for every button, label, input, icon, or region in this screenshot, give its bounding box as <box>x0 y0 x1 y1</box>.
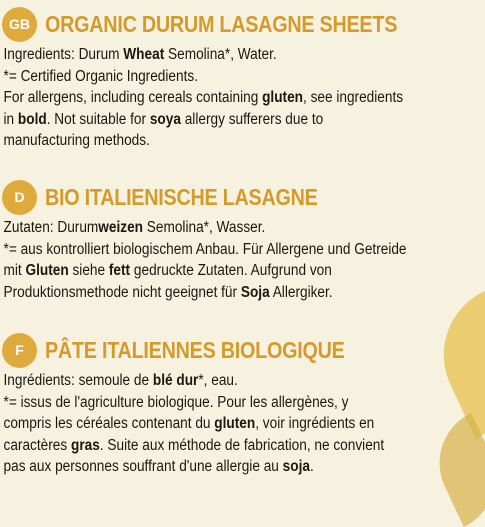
text-segment: Ingredients: Durum <box>3 46 124 63</box>
text-segment: manufacturing methods. <box>3 132 150 149</box>
bold-allergen: gras <box>70 436 100 454</box>
section-english <box>0 4 485 152</box>
bold-allergen: soja <box>282 458 310 475</box>
text-line <box>4 87 479 109</box>
bold-allergen: soya <box>149 110 181 128</box>
bold-allergen: blé dur <box>152 372 199 389</box>
text-line <box>4 239 479 261</box>
section-header <box>0 330 485 370</box>
language-badge: D <box>2 180 37 215</box>
text-segment: *= aus kontrolliert biologischem Anbau. Für Allergene und Getreide <box>3 240 407 258</box>
section-title: ORGANIC DURUM LASAGNE SHEETS <box>45 10 398 37</box>
text-segment: Produktionsmethode nicht geeignet für <box>3 283 241 301</box>
section-header <box>0 177 485 217</box>
bold-allergen: bold <box>17 110 47 128</box>
bold-allergen: fett <box>108 262 131 279</box>
bold-allergen: Soja <box>240 283 270 301</box>
section-german <box>0 177 485 303</box>
text-line <box>4 44 479 66</box>
language-badge: F <box>2 333 37 368</box>
text-line <box>4 260 479 282</box>
text-segment: *, eau. <box>198 372 238 389</box>
text-line <box>4 456 479 478</box>
section-french <box>0 330 485 478</box>
text-segment: . <box>309 458 314 475</box>
text-segment: . Suite aux méthode de fabrication, ne convient <box>99 436 385 454</box>
text-segment: mit <box>3 262 26 279</box>
section-header <box>0 4 485 44</box>
text-segment: , see ingredients <box>302 89 404 106</box>
text-segment: siehe <box>68 262 109 279</box>
section-title: BIO ITALIENISCHE LASAGNE <box>45 183 318 210</box>
text-segment: Semolina*, Water. <box>164 46 277 63</box>
text-line <box>4 392 479 414</box>
text-segment: Semolina*, Wasser. <box>143 219 266 236</box>
text-line <box>4 66 479 88</box>
text-line <box>4 413 479 435</box>
text-line <box>4 217 479 239</box>
text-segment: in <box>3 110 18 128</box>
text-segment: Zutaten: Durum <box>3 219 99 236</box>
bold-allergen: gluten <box>262 89 303 106</box>
text-segment: For allergens, including cereals containing <box>3 89 263 106</box>
bold-allergen: gluten <box>214 415 256 432</box>
text-segment: , voir ingrédients en <box>255 415 375 432</box>
text-line <box>4 282 479 304</box>
language-badge: GB <box>2 7 37 42</box>
section-body <box>0 370 479 478</box>
text-line <box>4 130 479 152</box>
text-segment: caractères <box>3 436 71 454</box>
section-body <box>0 217 479 303</box>
text-line <box>4 435 479 457</box>
text-segment: allergy sufferers due to <box>180 110 324 128</box>
bold-allergen: weizen <box>98 219 144 236</box>
section-title: PÂTE ITALIENNES BIOLOGIQUE <box>45 336 345 363</box>
bold-allergen: Gluten <box>25 262 69 279</box>
text-line <box>4 370 479 392</box>
text-segment: *= Certified Organic Ingredients. <box>3 67 198 85</box>
text-segment: Allergiker. <box>269 283 333 301</box>
text-segment: . Not suitable for <box>46 110 150 128</box>
text-segment: *= issus de l'agriculture biologique. Pour les allergènes, y <box>3 393 349 411</box>
text-segment: pas aux personnes souffrant d'une allergie au <box>3 458 283 475</box>
text-line <box>4 109 479 131</box>
bold-allergen: Wheat <box>123 46 165 63</box>
text-segment: compris les céréales contenant du <box>3 415 215 432</box>
text-segment: gedruckte Zutaten. Aufgrund von <box>130 262 332 279</box>
section-body <box>0 44 479 152</box>
text-segment: Ingrédients: semoule de <box>3 372 153 389</box>
